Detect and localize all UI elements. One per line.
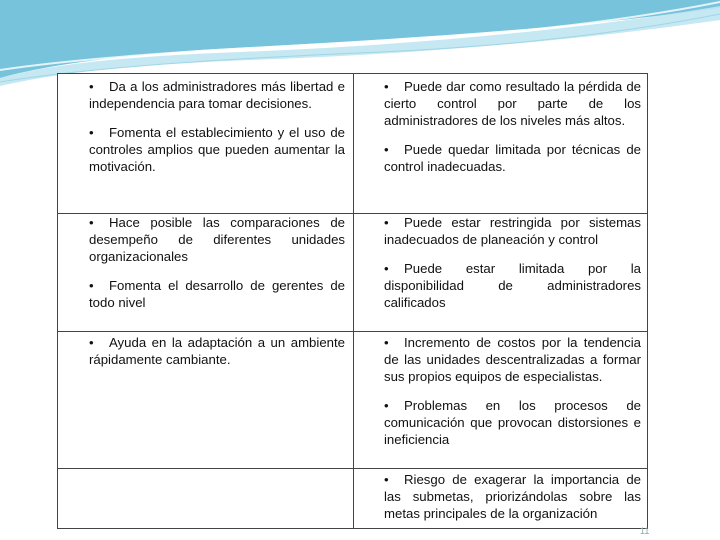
advantage-item: • Fomenta el desarrollo de gerentes de todo nivel [89,278,345,310]
bullet-icon: • [384,261,389,276]
disadvantage-item: • Puede dar como resultado la pérdida de cierto control por parte de los administradores de los niveles más altos. [384,79,641,128]
disadvantage-item: • Puede estar restringida por sistemas inadecuados de planeación y control [384,215,641,247]
disadvantage-item: • Incremento de costos por la tendencia de las unidades descentralizadas a formar sus propios equipos de especialistas. [384,335,641,384]
bullet-icon: • [384,79,389,94]
row-4-right-cell [384,471,641,522]
row-1-right-cell [384,78,641,175]
column-divider [353,74,354,528]
bullet-icon: • [89,215,94,230]
disadvantage-item: • Puede estar limitada por la disponibilidad de administradores calificados [384,261,641,310]
bullet-icon: • [384,472,389,487]
row-2-left-cell [89,214,345,311]
bullet-icon: • [384,398,389,413]
disadvantage-item: • Puede quedar limitada por técnicas de control inadecuadas. [384,142,641,174]
disadvantage-item: • Problemas en los procesos de comunicación que provocan distorsiones e ineficiencia [384,398,641,447]
row-divider-3 [58,468,647,469]
row-2-right-cell [384,214,641,311]
row-3-right-cell [384,334,641,448]
advantage-item: • Da a los administradores más libertad e independencia para tomar decisiones. [89,79,345,111]
bullet-icon: • [89,79,94,94]
bullet-icon: • [384,335,389,350]
page-number: 11 [640,526,650,536]
bullet-icon: • [384,215,389,230]
advantage-item: • Fomenta el establecimiento y el uso de controles amplios que pueden aumentar la motivación. [89,125,345,174]
bullet-icon: • [89,335,94,350]
comparison-table [57,73,648,529]
row-divider-2 [58,331,647,332]
row-1-left-cell [89,78,345,175]
bullet-icon: • [89,278,94,293]
row-3-left-cell [89,334,345,368]
advantage-item: • Ayuda en la adaptación a un ambiente rápidamente cambiante. [89,335,345,367]
bullet-icon: • [89,125,94,140]
advantage-item: • Hace posible las comparaciones de desempeño de diferentes unidades organizacionales [89,215,345,264]
bullet-icon: • [384,142,389,157]
disadvantage-item: • Riesgo de exagerar la importancia de las submetas, priorizándolas sobre las metas principales de la organización [384,472,641,521]
